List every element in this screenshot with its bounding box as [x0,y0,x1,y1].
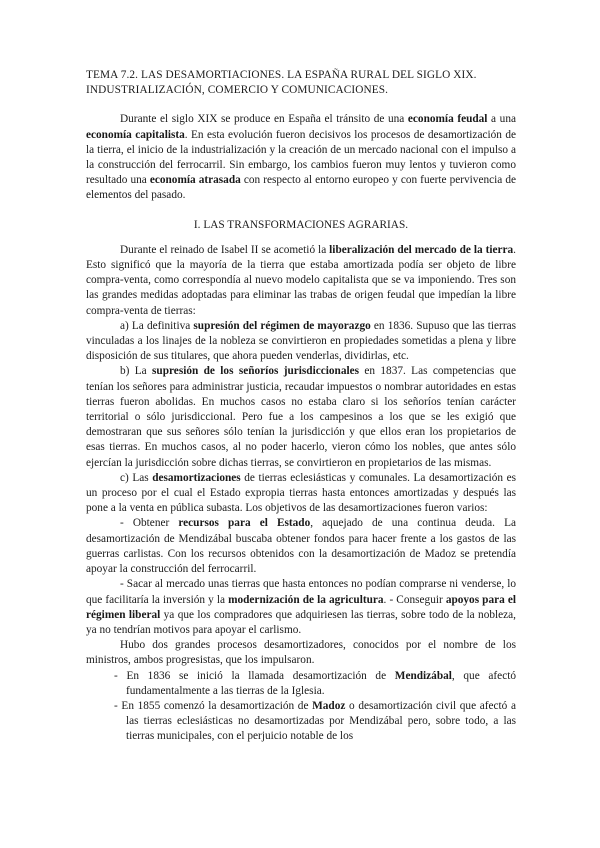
title-line-1: TEMA 7.2. LAS DESAMORTIACIONES. LA ESPAÑA RURAL DEL SIGLO XIX. [86,69,477,81]
objective-mercado: - Sacar al mercado unas tierras que hasta entonces no podían comprarse ni venderse, lo que facilitaría la inversión y la modernización de la agricultura. - Conseguir apoyos para el régimen liberal ya que los compradores que adquiriesen las tierras, sobre todo de la nobleza, ya no tendrían motivos para apoyar el carlismo. [86,578,517,636]
list-item-mendizabal: - En 1836 se inició la llamada desamortización de Mendizábal, que afectó fundamentalmente a las tierras de la Iglesia. [114,669,516,697]
title-line-2: INDUSTRIALIZACIÓN, COMERCIO Y COMUNICACIONES. [86,84,389,97]
document-title [86,68,516,98]
intro-paragraph: Durante el siglo XIX se produce en España el tránsito de una economía feudal a una economía capitalista. En esta evolución fueron decisivos los procesos de desamortización de la tierra, el inicio de la industrialización y la creación de un mercado nacional con el impulso a la construcción del ferrocarril. Sin embargo, los cambios fueron muy lentos y tuvieron como resultado una economía atrasada con respecto al entorno europeo y con fuerte pervivencia de elementos del pasado. [86,113,516,202]
paragraph-mayorazgo: a) La definitiva supresión del régimen de mayorazgo en 1836. Supuso que las tierras vinculadas a los linajes de la nobleza se convirtieron en propiedades sometidas a plena y libre disposición de sus titulares, que ahora pueden venderlas, dividirlas, etc. [86,319,516,363]
objective-recursos: - Obtener recursos para el Estado, aquejado de una continua deuda. La desamortización de Mendizábal buscaba obtener fondos para hacer frente a los gastos de las guerras carlistas. Con los recursos obtenidos con la desamortización de Madoz se pretendía apoyar la construcción del ferrocarril. [86,517,516,576]
list-item-madoz: - En 1855 comenzó la desamortización de Madoz o desamortización civil que afectó a las tierras eclesiásticas no desamortizadas por Mendizábal pero, sobre todo, a las tierras municipales, con el perjuicio notable de los [114,699,516,743]
section-heading: I. LAS TRANSFORMACIONES AGRARIAS. [193,218,409,231]
paragraph-desamortizaciones: c) Las desamortizaciones de tierras eclesiásticas y comunales. La desamortización es un proceso por el cual el Estado expropia tierras hasta entonces amortizadas y después las pone a la venta en pública subasta. Los objetivos de las desamortizaciones fueron varios: [86,471,516,515]
document-body [86,68,516,745]
paragraph-procesos: Hubo dos grandes procesos desamortizadores, conocidos por el nombre de los ministros, ambos progresistas, que los impulsaron. [86,639,516,667]
paragraph-liberalizacion: Durante el reinado de Isabel II se acometió la liberalización del mercado de la tierra. Esto significó que la mayoría de la tierra que estaba amortizada podía ser objeto de libre compra-venta, como correspondía al nuevo modelo capitalista que se va imponiendo. Tres son las grandes medidas adoptadas para eliminar las trabas de origen feudal que impedían la libre compra-venta de tierras: [86,243,516,317]
paragraph-senorios: b) La supresión de los señoríos jurisdiccionales en 1837. Las competencias que tenían los señores para administrar justicia, recaudar impuestos o nombrar autoridades en estas tierras fueron abolidas. En muchos casos no estaba claro si los señoríos tenían carácter territorial o sólo jurisdiccional. Pero fue a los campesinos a los que se les exigió que demostraran que sus señores sólo tenían la jurisdicción y que ellos eran los propietarios de esas tierras. En muchos casos, al no poder hacerlo, vieron cómo los nobles, que antes sólo ejercían la jurisdicción sobre dichas tierras, se convirtieron en propietarios de las mismas. [86,365,516,469]
